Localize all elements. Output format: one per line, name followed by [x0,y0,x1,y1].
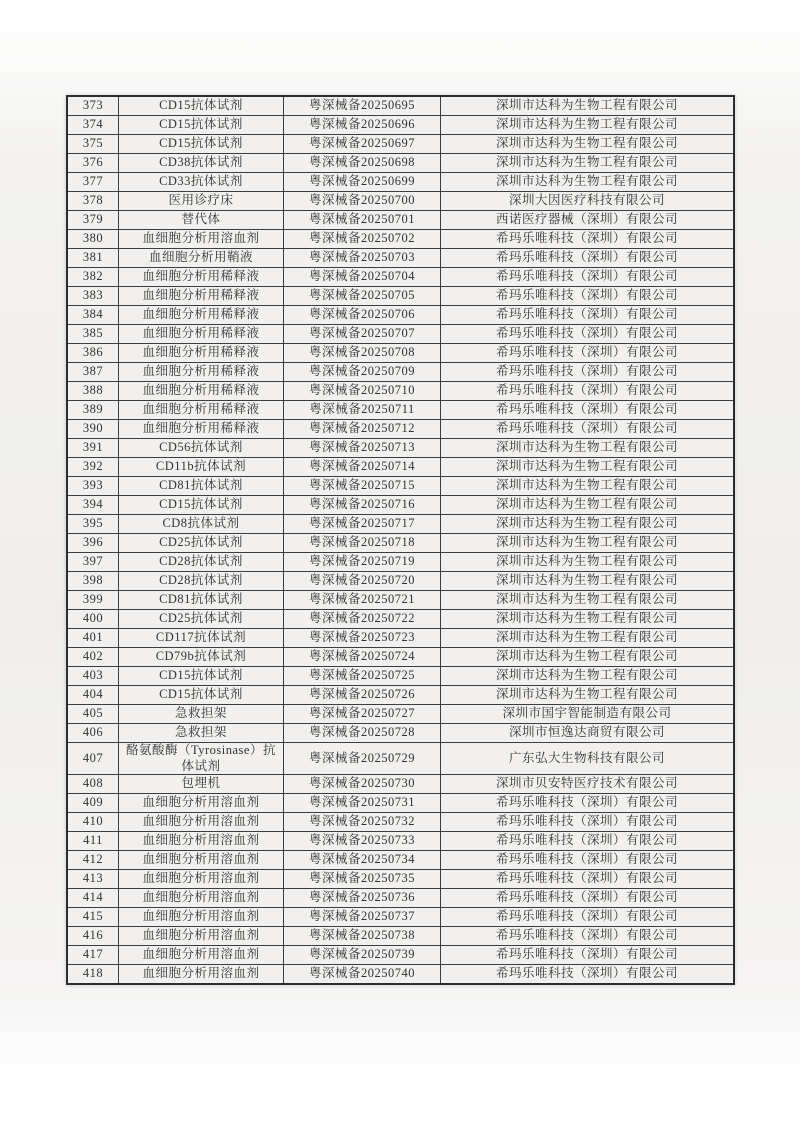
company-name-cell: 希玛乐唯科技（深圳）有限公司 [441,401,735,420]
row-number-cell: 390 [67,420,119,439]
row-number-cell: 399 [67,591,119,610]
registration-number-cell: 粤深械备20250730 [284,775,441,794]
registration-number-cell: 粤深械备20250705 [284,287,441,306]
row-number-cell: 402 [67,648,119,667]
company-name-cell: 深圳市达科为生物工程有限公司 [441,534,735,553]
table-row [67,173,734,192]
row-number-cell: 392 [67,458,119,477]
table-row [67,116,734,135]
table-row [67,287,734,306]
table-row [67,591,734,610]
company-name-cell: 西诺医疗器械（深圳）有限公司 [441,211,735,230]
table-row [67,401,734,420]
table-row [67,686,734,705]
company-name-cell: 深圳市恒逸达商贸有限公司 [441,724,735,743]
row-number-cell: 411 [67,832,119,851]
table-row [67,496,734,515]
table-row [67,534,734,553]
company-name-cell: 希玛乐唯科技（深圳）有限公司 [441,889,735,908]
registration-number-cell: 粤深械备20250728 [284,724,441,743]
row-number-cell: 413 [67,870,119,889]
row-number-cell: 389 [67,401,119,420]
table-row [67,610,734,629]
registration-number-cell: 粤深械备20250733 [284,832,441,851]
table-row [67,96,734,116]
company-name-cell: 希玛乐唯科技（深圳）有限公司 [441,794,735,813]
table-row [67,306,734,325]
product-name-cell: CD81抗体试剂 [119,477,284,496]
product-name-cell: 血细胞分析用溶血剂 [119,851,284,870]
table-row [67,629,734,648]
company-name-cell: 希玛乐唯科技（深圳）有限公司 [441,287,735,306]
product-name-cell: 包埋机 [119,775,284,794]
row-number-cell: 396 [67,534,119,553]
company-name-cell: 希玛乐唯科技（深圳）有限公司 [441,851,735,870]
registration-number-cell: 粤深械备20250729 [284,743,441,775]
table-row [67,724,734,743]
registration-number-cell: 粤深械备20250699 [284,173,441,192]
row-number-cell: 395 [67,515,119,534]
product-name-cell: CD38抗体试剂 [119,154,284,173]
registration-number-cell: 粤深械备20250719 [284,553,441,572]
company-name-cell: 深圳市达科为生物工程有限公司 [441,173,735,192]
product-name-cell: CD15抗体试剂 [119,96,284,116]
row-number-cell: 407 [67,743,119,775]
table-row [67,553,734,572]
table-row [67,743,734,775]
company-name-cell: 希玛乐唯科技（深圳）有限公司 [441,363,735,382]
table-row [67,363,734,382]
registration-number-cell: 粤深械备20250700 [284,192,441,211]
registration-number-cell: 粤深械备20250711 [284,401,441,420]
product-name-cell: 血细胞分析用稀释液 [119,268,284,287]
table-row [67,832,734,851]
product-name-cell: CD79b抗体试剂 [119,648,284,667]
table-row [67,249,734,268]
product-name-cell: 血细胞分析用稀释液 [119,325,284,344]
registration-number-cell: 粤深械备20250738 [284,927,441,946]
product-name-cell: 急救担架 [119,705,284,724]
table-row [67,154,734,173]
row-number-cell: 406 [67,724,119,743]
product-name-cell: 血细胞分析用溶血剂 [119,813,284,832]
table-row [67,268,734,287]
company-name-cell: 希玛乐唯科技（深圳）有限公司 [441,344,735,363]
registration-number-cell: 粤深械备20250712 [284,420,441,439]
product-name-cell: 血细胞分析用稀释液 [119,382,284,401]
table-row [67,477,734,496]
row-number-cell: 391 [67,439,119,458]
company-name-cell: 深圳市达科为生物工程有限公司 [441,686,735,705]
table-body [67,96,734,984]
company-name-cell: 深圳市达科为生物工程有限公司 [441,477,735,496]
registration-number-cell: 粤深械备20250735 [284,870,441,889]
row-number-cell: 415 [67,908,119,927]
product-name-cell: 酪氨酸酶（Tyrosinase）抗体试剂 [119,743,284,775]
row-number-cell: 386 [67,344,119,363]
product-name-cell: CD15抗体试剂 [119,135,284,154]
table-row [67,344,734,363]
table-row [67,946,734,965]
product-name-cell: 血细胞分析用溶血剂 [119,946,284,965]
product-name-cell: 血细胞分析用稀释液 [119,306,284,325]
row-number-cell: 398 [67,572,119,591]
company-name-cell: 希玛乐唯科技（深圳）有限公司 [441,908,735,927]
company-name-cell: 希玛乐唯科技（深圳）有限公司 [441,230,735,249]
company-name-cell: 深圳市达科为生物工程有限公司 [441,591,735,610]
row-number-cell: 375 [67,135,119,154]
row-number-cell: 379 [67,211,119,230]
registration-number-cell: 粤深械备20250709 [284,363,441,382]
company-name-cell: 深圳市达科为生物工程有限公司 [441,610,735,629]
company-name-cell: 希玛乐唯科技（深圳）有限公司 [441,946,735,965]
row-number-cell: 412 [67,851,119,870]
company-name-cell: 希玛乐唯科技（深圳）有限公司 [441,325,735,344]
row-number-cell: 418 [67,965,119,985]
registration-number-cell: 粤深械备20250710 [284,382,441,401]
company-name-cell: 深圳市国宇智能制造有限公司 [441,705,735,724]
company-name-cell: 深圳市达科为生物工程有限公司 [441,667,735,686]
product-name-cell: 血细胞分析用稀释液 [119,363,284,382]
company-name-cell: 希玛乐唯科技（深圳）有限公司 [441,870,735,889]
row-number-cell: 416 [67,927,119,946]
product-name-cell: CD28抗体试剂 [119,553,284,572]
registration-number-cell: 粤深械备20250727 [284,705,441,724]
product-name-cell: 血细胞分析用溶血剂 [119,908,284,927]
registration-number-cell: 粤深械备20250716 [284,496,441,515]
row-number-cell: 397 [67,553,119,572]
company-name-cell: 深圳市达科为生物工程有限公司 [441,458,735,477]
product-name-cell: CD8抗体试剂 [119,515,284,534]
registration-number-cell: 粤深械备20250706 [284,306,441,325]
company-name-cell: 希玛乐唯科技（深圳）有限公司 [441,832,735,851]
registration-number-cell: 粤深械备20250718 [284,534,441,553]
company-name-cell: 深圳市达科为生物工程有限公司 [441,96,735,116]
company-name-cell: 希玛乐唯科技（深圳）有限公司 [441,965,735,985]
company-name-cell: 希玛乐唯科技（深圳）有限公司 [441,927,735,946]
table-row [67,813,734,832]
product-name-cell: 血细胞分析用鞘液 [119,249,284,268]
registration-number-cell: 粤深械备20250721 [284,591,441,610]
registration-number-cell: 粤深械备20250737 [284,908,441,927]
device-filing-table [66,95,735,985]
product-name-cell: CD25抗体试剂 [119,610,284,629]
product-name-cell: CD15抗体试剂 [119,496,284,515]
table-row [67,135,734,154]
row-number-cell: 404 [67,686,119,705]
company-name-cell: 深圳市达科为生物工程有限公司 [441,439,735,458]
registration-number-cell: 粤深械备20250726 [284,686,441,705]
registration-number-cell: 粤深械备20250720 [284,572,441,591]
row-number-cell: 373 [67,96,119,116]
company-name-cell: 深圳市达科为生物工程有限公司 [441,154,735,173]
table-row [67,515,734,534]
product-name-cell: 急救担架 [119,724,284,743]
product-name-cell: CD15抗体试剂 [119,686,284,705]
company-name-cell: 深圳大因医疗科技有限公司 [441,192,735,211]
row-number-cell: 380 [67,230,119,249]
registration-number-cell: 粤深械备20250722 [284,610,441,629]
company-name-cell: 广东弘大生物科技有限公司 [441,743,735,775]
product-name-cell: CD15抗体试剂 [119,667,284,686]
product-name-cell: CD33抗体试剂 [119,173,284,192]
registration-number-cell: 粤深械备20250707 [284,325,441,344]
row-number-cell: 401 [67,629,119,648]
product-name-cell: 血细胞分析用稀释液 [119,344,284,363]
company-name-cell: 深圳市贝安特医疗技术有限公司 [441,775,735,794]
row-number-cell: 382 [67,268,119,287]
registration-number-cell: 粤深械备20250713 [284,439,441,458]
registration-number-cell: 粤深械备20250697 [284,135,441,154]
row-number-cell: 378 [67,192,119,211]
registration-number-cell: 粤深械备20250717 [284,515,441,534]
product-name-cell: CD28抗体试剂 [119,572,284,591]
product-name-cell: 血细胞分析用稀释液 [119,420,284,439]
row-number-cell: 409 [67,794,119,813]
registration-number-cell: 粤深械备20250703 [284,249,441,268]
table-row [67,775,734,794]
registration-number-cell: 粤深械备20250715 [284,477,441,496]
company-name-cell: 深圳市达科为生物工程有限公司 [441,553,735,572]
company-name-cell: 深圳市达科为生物工程有限公司 [441,496,735,515]
table-row [67,211,734,230]
table-row [67,965,734,985]
product-name-cell: 血细胞分析用溶血剂 [119,832,284,851]
product-name-cell: 血细胞分析用稀释液 [119,401,284,420]
registration-number-cell: 粤深械备20250702 [284,230,441,249]
company-name-cell: 深圳市达科为生物工程有限公司 [441,572,735,591]
company-name-cell: 深圳市达科为生物工程有限公司 [441,648,735,667]
product-name-cell: 血细胞分析用溶血剂 [119,870,284,889]
product-name-cell: 医用诊疗床 [119,192,284,211]
registration-number-cell: 粤深械备20250708 [284,344,441,363]
row-number-cell: 377 [67,173,119,192]
registration-number-cell: 粤深械备20250704 [284,268,441,287]
row-number-cell: 387 [67,363,119,382]
table-row [67,870,734,889]
registration-number-cell: 粤深械备20250695 [284,96,441,116]
row-number-cell: 381 [67,249,119,268]
product-name-cell: CD81抗体试剂 [119,591,284,610]
row-number-cell: 410 [67,813,119,832]
row-number-cell: 376 [67,154,119,173]
table-row [67,927,734,946]
row-number-cell: 405 [67,705,119,724]
table-row [67,889,734,908]
row-number-cell: 394 [67,496,119,515]
row-number-cell: 388 [67,382,119,401]
registration-number-cell: 粤深械备20250723 [284,629,441,648]
table-row [67,794,734,813]
row-number-cell: 403 [67,667,119,686]
registration-number-cell: 粤深械备20250740 [284,965,441,985]
product-name-cell: CD117抗体试剂 [119,629,284,648]
product-name-cell: 血细胞分析用溶血剂 [119,927,284,946]
table-row [67,192,734,211]
registration-number-cell: 粤深械备20250701 [284,211,441,230]
table-row [67,458,734,477]
row-number-cell: 385 [67,325,119,344]
product-name-cell: 替代体 [119,211,284,230]
company-name-cell: 希玛乐唯科技（深圳）有限公司 [441,382,735,401]
company-name-cell: 希玛乐唯科技（深圳）有限公司 [441,268,735,287]
registration-number-cell: 粤深械备20250724 [284,648,441,667]
company-name-cell: 希玛乐唯科技（深圳）有限公司 [441,813,735,832]
product-name-cell: CD25抗体试剂 [119,534,284,553]
registration-number-cell: 粤深械备20250731 [284,794,441,813]
product-name-cell: 血细胞分析用溶血剂 [119,889,284,908]
table-row [67,908,734,927]
table-row [67,325,734,344]
company-name-cell: 希玛乐唯科技（深圳）有限公司 [441,420,735,439]
row-number-cell: 374 [67,116,119,135]
registration-number-cell: 粤深械备20250696 [284,116,441,135]
company-name-cell: 希玛乐唯科技（深圳）有限公司 [441,306,735,325]
registration-number-cell: 粤深械备20250698 [284,154,441,173]
table-row [67,572,734,591]
registration-number-cell: 粤深械备20250734 [284,851,441,870]
registration-number-cell: 粤深械备20250732 [284,813,441,832]
row-number-cell: 408 [67,775,119,794]
registration-number-cell: 粤深械备20250736 [284,889,441,908]
table-row [67,382,734,401]
product-name-cell: 血细胞分析用溶血剂 [119,965,284,985]
row-number-cell: 417 [67,946,119,965]
product-name-cell: CD56抗体试剂 [119,439,284,458]
table-row [67,420,734,439]
product-name-cell: CD11b抗体试剂 [119,458,284,477]
product-name-cell: CD15抗体试剂 [119,116,284,135]
row-number-cell: 383 [67,287,119,306]
registration-number-cell: 粤深械备20250725 [284,667,441,686]
table-row [67,851,734,870]
company-name-cell: 深圳市达科为生物工程有限公司 [441,135,735,154]
row-number-cell: 414 [67,889,119,908]
company-name-cell: 深圳市达科为生物工程有限公司 [441,515,735,534]
company-name-cell: 希玛乐唯科技（深圳）有限公司 [441,249,735,268]
table-row [67,230,734,249]
product-name-cell: 血细胞分析用溶血剂 [119,794,284,813]
table-row [67,667,734,686]
registration-number-cell: 粤深械备20250739 [284,946,441,965]
table-row [67,439,734,458]
table-row [67,648,734,667]
company-name-cell: 深圳市达科为生物工程有限公司 [441,629,735,648]
row-number-cell: 384 [67,306,119,325]
row-number-cell: 400 [67,610,119,629]
company-name-cell: 深圳市达科为生物工程有限公司 [441,116,735,135]
product-name-cell: 血细胞分析用溶血剂 [119,230,284,249]
table-row [67,705,734,724]
product-name-cell: 血细胞分析用稀释液 [119,287,284,306]
registration-number-cell: 粤深械备20250714 [284,458,441,477]
row-number-cell: 393 [67,477,119,496]
